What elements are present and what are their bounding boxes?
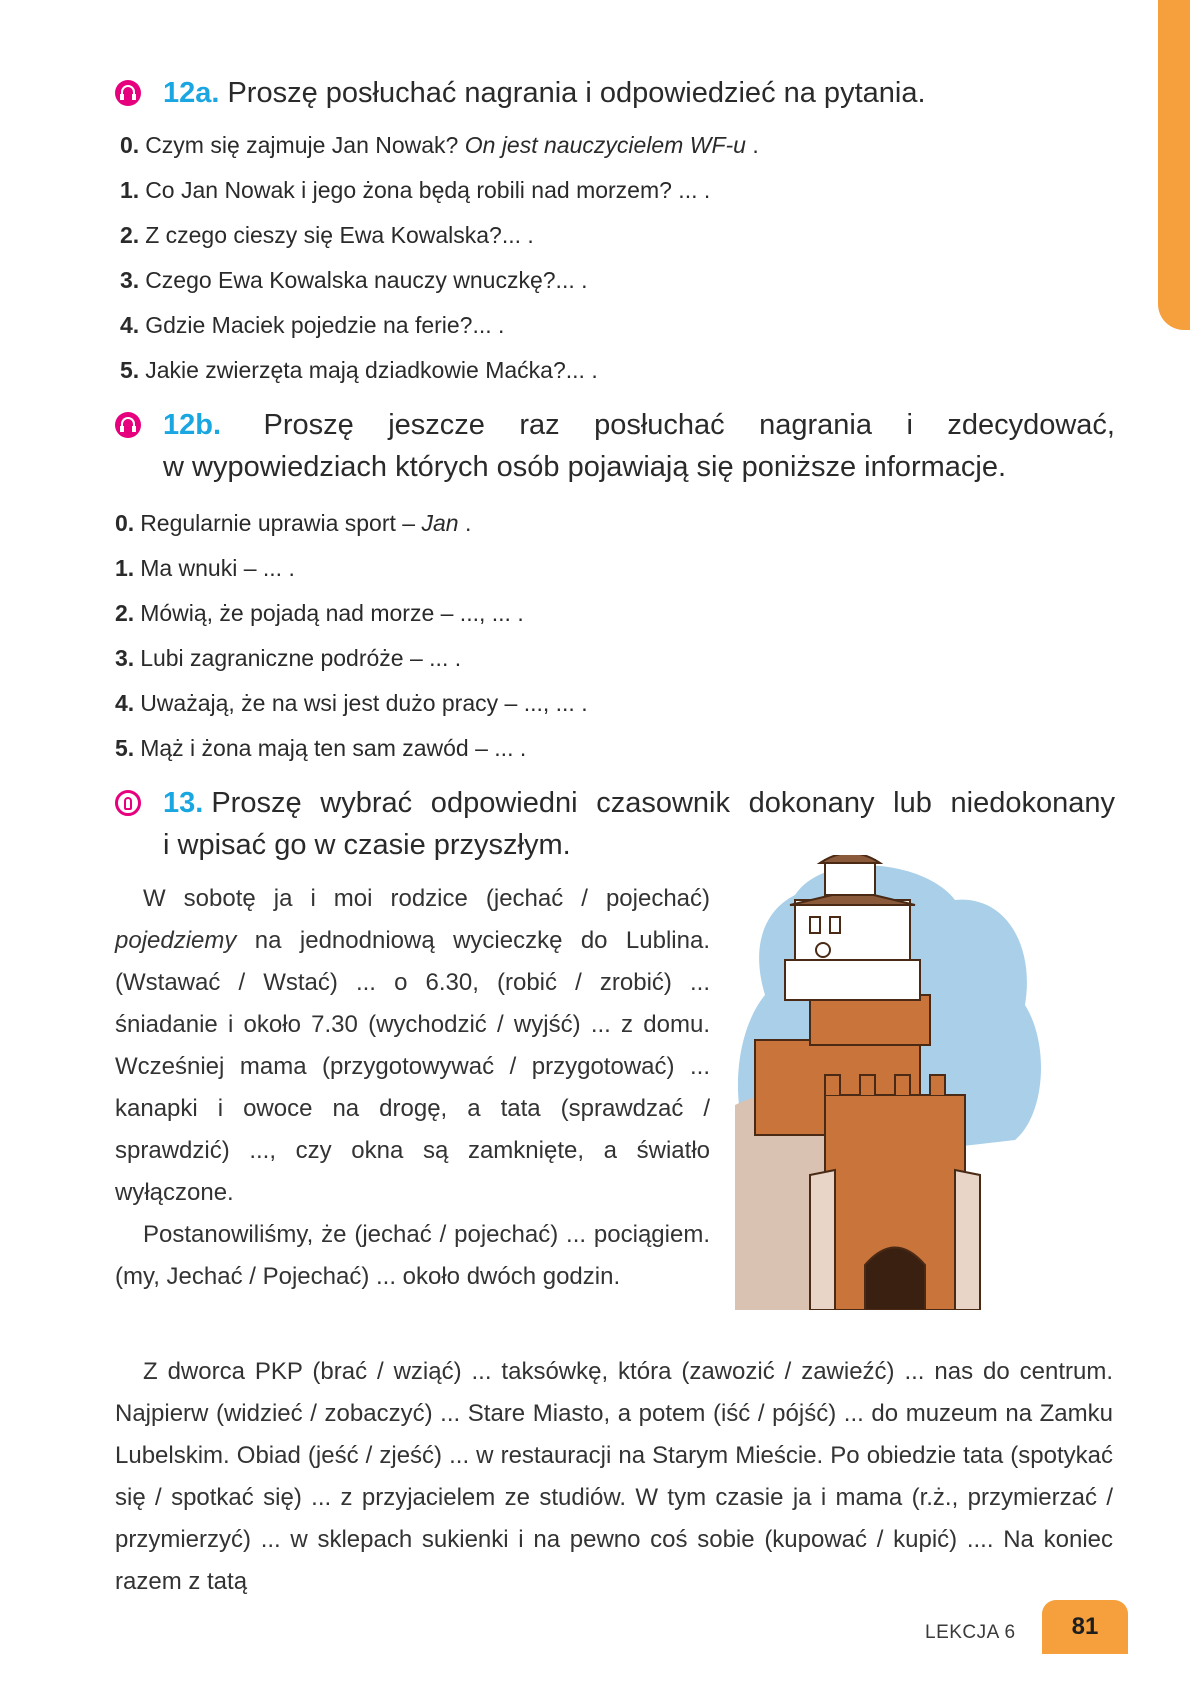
exercise-instruction-line1: Proszę jeszcze raz posłuchać nagrania i zdecydować, [263,409,1115,441]
exercise-instruction-line2: w wypowiedziach których osób pojawiają się poniższe informacje. [163,451,1007,483]
exercise-12b-items [115,501,588,771]
exercise-13-heading [115,782,1115,866]
headphones-icon [115,80,141,106]
hand-write-icon [115,790,141,816]
statement-item: 3. Lubi zagraniczne podróże – ... . [115,645,462,671]
question-item: 1. Co Jan Nowak i jego żona będą robili nad morzem? ... . [120,177,711,203]
question-item: 5. Jakie zwierzęta mają dziadkowie Maćka?... . [120,357,598,383]
page-number: 81 [1042,1600,1128,1654]
lesson-label: LEKCJA 6 [925,1622,1016,1643]
exercise-12a-questions [120,123,759,393]
question-item: 2. Z czego cieszy się Ewa Kowalska?... . [120,222,534,248]
question-item: 0. Czym się zajmuje Jan Nowak? On jest nauczycielem WF-u . [120,132,759,158]
exercise-12a-heading [115,72,1115,114]
story-full-width [115,1351,1113,1603]
statement-item: 1. Ma wnuki – ... . [115,555,295,581]
story-paragraph-2: Postanowiliśmy, że (jechać / pojechać) ... pociągiem. (my, Jechać / Pojechać) ... około dwóch godzin. [115,1221,710,1290]
example-answer: Jan [421,510,459,536]
exercise-instruction-line1: Proszę wybrać odpowiedni czasownik dokonany lub niedokonany [211,787,1115,819]
exercise-number: 12a. [163,77,220,109]
exercise-12b-heading [115,404,1115,488]
exercise-instruction-line2: i wpisać go w czasie przyszłym. [163,829,571,861]
exercise-number: 12b. [163,409,222,441]
lublin-gate-illustration [735,855,1055,1310]
chapter-side-tab [1158,0,1190,330]
question-item: 3. Czego Ewa Kowalska nauczy wnuczkę?... . [120,267,588,293]
exercise-instruction: Proszę posłuchać nagrania i odpowiedzieć na pytania. [227,77,926,109]
story-column [115,878,710,1298]
question-item: 4. Gdzie Maciek pojedzie na ferie?... . [120,312,505,338]
exercise-number: 13. [163,787,204,819]
example-answer: pojedziemy [115,927,237,954]
example-answer: On jest nauczycielem WF-u [464,132,746,158]
story-paragraph-3: Z dworca PKP (brać / wziąć) ... taksówkę, która (zawozić / zawieźć) ... nas do centrum. Najpierw (widzieć / zobaczyć) ... Stare Miasto, a potem (iść / pójść) ... do muzeum na Zamku Lubelskim. Obiad (jeść / zjeść) ... w restauracji na Starym Mieście. Po obiedzie tata (spotykać się / spotkać się) ... z przyjacielem ze studiów. W tym czasie ja i mama (r.ż., przymierzać / przymierzyć) ... w sklepach sukienki i na pewno coś sobie (kupować / kupić) .... Na koniec razem z tatą [115,1358,1113,1595]
statement-item: 2. Mówią, że pojadą nad morze – ..., ... . [115,600,524,626]
statement-item: 0. Regularnie uprawia sport – Jan . [115,510,472,536]
statement-item: 5. Mąż i żona mają ten sam zawód – ... . [115,735,527,761]
statement-item: 4. Uważają, że na wsi jest dużo pracy – ..., ... . [115,690,588,716]
story-paragraph-1: W sobotę ja i moi rodzice (jechać / pojechać) pojedziemy na jednodniową wycieczkę do Lublina. (Wstawać / Wstać) ... o 6.30, (robić / zrobić) ... śniadanie i około 7.30 (wychodzić / wyjść) ... z domu. Wcześniej mama (przygotowywać / przygotować) ... kanapki i owoce na drogę, a tata (sprawdzać / sprawdzić) ..., czy okna są zamknięte, a światło wyłączone. [115,885,710,1206]
